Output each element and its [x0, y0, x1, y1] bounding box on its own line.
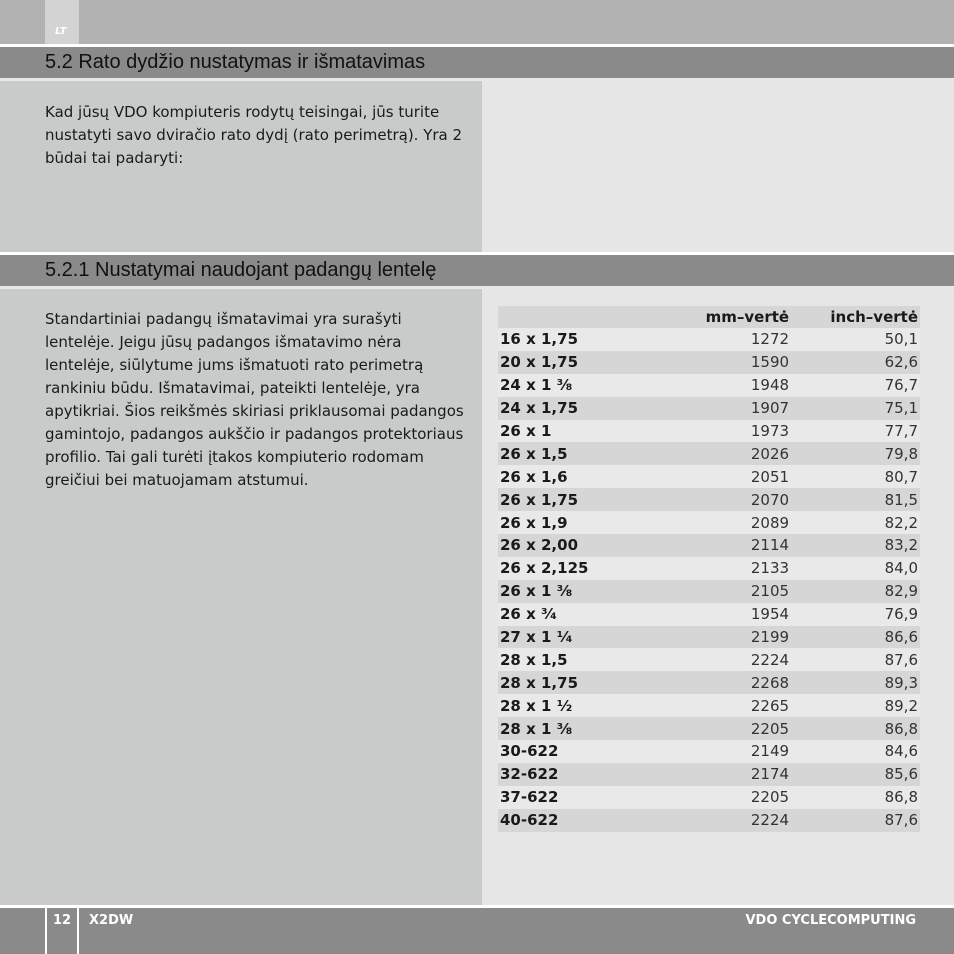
mm-value-cell: 2224	[668, 648, 791, 671]
tire-size-cell: 26 x 1 ³⁄₈	[498, 580, 668, 603]
tire-size-cell: 26 x 2,125	[498, 557, 668, 580]
inch-value-cell: 86,6	[791, 626, 920, 649]
table-row	[498, 488, 920, 511]
inch-value-cell: 62,6	[791, 351, 920, 374]
mm-value-cell: 2224	[668, 809, 791, 832]
tire-size-cell: 30-622	[498, 740, 668, 763]
tire-size-cell: 26 x ³⁄₄	[498, 603, 668, 626]
tire-size-table	[498, 306, 920, 832]
tire-size-cell: 40-622	[498, 809, 668, 832]
table-row	[498, 534, 920, 557]
mm-value-cell: 1272	[668, 328, 791, 351]
footer-brand: VDO CYCLECOMPUTING	[745, 913, 916, 928]
section-header-tire-table	[0, 252, 954, 286]
inch-value-cell: 85,6	[791, 763, 920, 786]
table-row	[498, 671, 920, 694]
mm-value-cell: 2199	[668, 626, 791, 649]
mm-value-cell: 2205	[668, 786, 791, 809]
tire-size-cell: 37-622	[498, 786, 668, 809]
mm-value-cell: 2149	[668, 740, 791, 763]
tire-size-cell: 16 x 1,75	[498, 328, 668, 351]
section-title: 5.2.1 Nustatymai naudojant padangų lentelę	[45, 259, 437, 281]
inch-value-cell: 80,7	[791, 465, 920, 488]
tire-size-cell: 26 x 1,9	[498, 511, 668, 534]
page-number: 12	[53, 913, 72, 928]
table-row	[498, 397, 920, 420]
table-row	[498, 580, 920, 603]
mm-value-cell: 1973	[668, 420, 791, 443]
inch-value-cell: 82,2	[791, 511, 920, 534]
column-header-inch: inch–vertė	[791, 306, 920, 328]
mm-value-cell: 2268	[668, 671, 791, 694]
tire-size-cell: 28 x 1 ¹⁄₂	[498, 694, 668, 717]
language-tab	[45, 0, 79, 44]
table-row	[498, 694, 920, 717]
inch-value-cell: 79,8	[791, 442, 920, 465]
table-row	[498, 809, 920, 832]
table-row	[498, 374, 920, 397]
mm-value-cell: 1948	[668, 374, 791, 397]
table-row	[498, 648, 920, 671]
mm-value-cell: 2089	[668, 511, 791, 534]
tire-size-cell: 26 x 1,75	[498, 488, 668, 511]
tire-size-cell: 20 x 1,75	[498, 351, 668, 374]
inch-value-cell: 76,7	[791, 374, 920, 397]
tire-size-cell: 28 x 1,5	[498, 648, 668, 671]
inch-value-cell: 75,1	[791, 397, 920, 420]
table-row	[498, 465, 920, 488]
mm-value-cell: 2174	[668, 763, 791, 786]
tire-size-cell: 24 x 1,75	[498, 397, 668, 420]
tire-size-cell: 24 x 1 ³⁄₈	[498, 374, 668, 397]
table-row	[498, 626, 920, 649]
inch-value-cell: 89,2	[791, 694, 920, 717]
mm-value-cell: 2026	[668, 442, 791, 465]
table-row	[498, 351, 920, 374]
table-row	[498, 740, 920, 763]
table-row	[498, 763, 920, 786]
inch-value-cell: 86,8	[791, 717, 920, 740]
inch-value-cell: 84,0	[791, 557, 920, 580]
inch-value-cell: 77,7	[791, 420, 920, 443]
tire-size-cell: 27 x 1 ¹⁄₄	[498, 626, 668, 649]
tire-table-description: Standartiniai padangų išmatavimai yra surašyti lentelėje. Jeigu jūsų padangos išmatavimo nėra lentelėje, siūlytume jums išmatuoti rato perimetrą rankiniu būdu. Išmatavimai, pateikti lentelėje, yra apytikriai. Šios reikšmės skiriasi priklausomai padangos gamintojo, padangos aukščio ir padangos protektoriaus profilio. Tai gali turėti įtakos kompiuterio rodomam greičiui bei matuojamam atstumui.	[45, 310, 464, 489]
mm-value-cell: 2070	[668, 488, 791, 511]
column-header-mm: mm–vertė	[668, 306, 791, 328]
inch-value-cell: 84,6	[791, 740, 920, 763]
table-row	[498, 557, 920, 580]
table-row	[498, 786, 920, 809]
section-header-wheel-size	[0, 44, 954, 78]
inch-value-cell: 89,3	[791, 671, 920, 694]
tire-size-cell: 26 x 1,5	[498, 442, 668, 465]
inch-value-cell: 87,6	[791, 648, 920, 671]
tire-size-cell: 26 x 1,6	[498, 465, 668, 488]
table-row	[498, 717, 920, 740]
table-row	[498, 511, 920, 534]
inch-value-cell: 87,6	[791, 809, 920, 832]
footer-model: X2DW	[89, 913, 134, 928]
inch-value-cell: 81,5	[791, 488, 920, 511]
intro-text: Kad jūsų VDO kompiuteris rodytų teisingai, jūs turite nustatyti savo dviračio rato dydį (rato perimetrą). Yra 2 būdai tai padaryti:	[45, 103, 463, 167]
tire-size-cell: 28 x 1,75	[498, 671, 668, 694]
section-title: 5.2 Rato dydžio nustatymas ir išmatavimas	[45, 51, 426, 73]
mm-value-cell: 2205	[668, 717, 791, 740]
mm-value-cell: 2133	[668, 557, 791, 580]
tire-size-cell: 26 x 1	[498, 420, 668, 443]
mm-value-cell: 2105	[668, 580, 791, 603]
inch-value-cell: 86,8	[791, 786, 920, 809]
table-row	[498, 603, 920, 626]
tire-size-cell: 32-622	[498, 763, 668, 786]
tire-size-cell: 26 x 2,00	[498, 534, 668, 557]
table-row	[498, 420, 920, 443]
table-header-row	[498, 306, 920, 328]
mm-value-cell: 2051	[668, 465, 791, 488]
inch-value-cell: 50,1	[791, 328, 920, 351]
mm-value-cell: 2114	[668, 534, 791, 557]
table-row	[498, 442, 920, 465]
language-label: LT	[55, 26, 67, 37]
inch-value-cell: 83,2	[791, 534, 920, 557]
table-row	[498, 328, 920, 351]
mm-value-cell: 1954	[668, 603, 791, 626]
column-header-size	[498, 306, 668, 328]
top-bar	[0, 0, 954, 44]
inch-value-cell: 76,9	[791, 603, 920, 626]
mm-value-cell: 2265	[668, 694, 791, 717]
tire-size-cell: 28 x 1 ³⁄₈	[498, 717, 668, 740]
inch-value-cell: 82,9	[791, 580, 920, 603]
intro-right-panel	[482, 81, 954, 252]
mm-value-cell: 1907	[668, 397, 791, 420]
mm-value-cell: 1590	[668, 351, 791, 374]
